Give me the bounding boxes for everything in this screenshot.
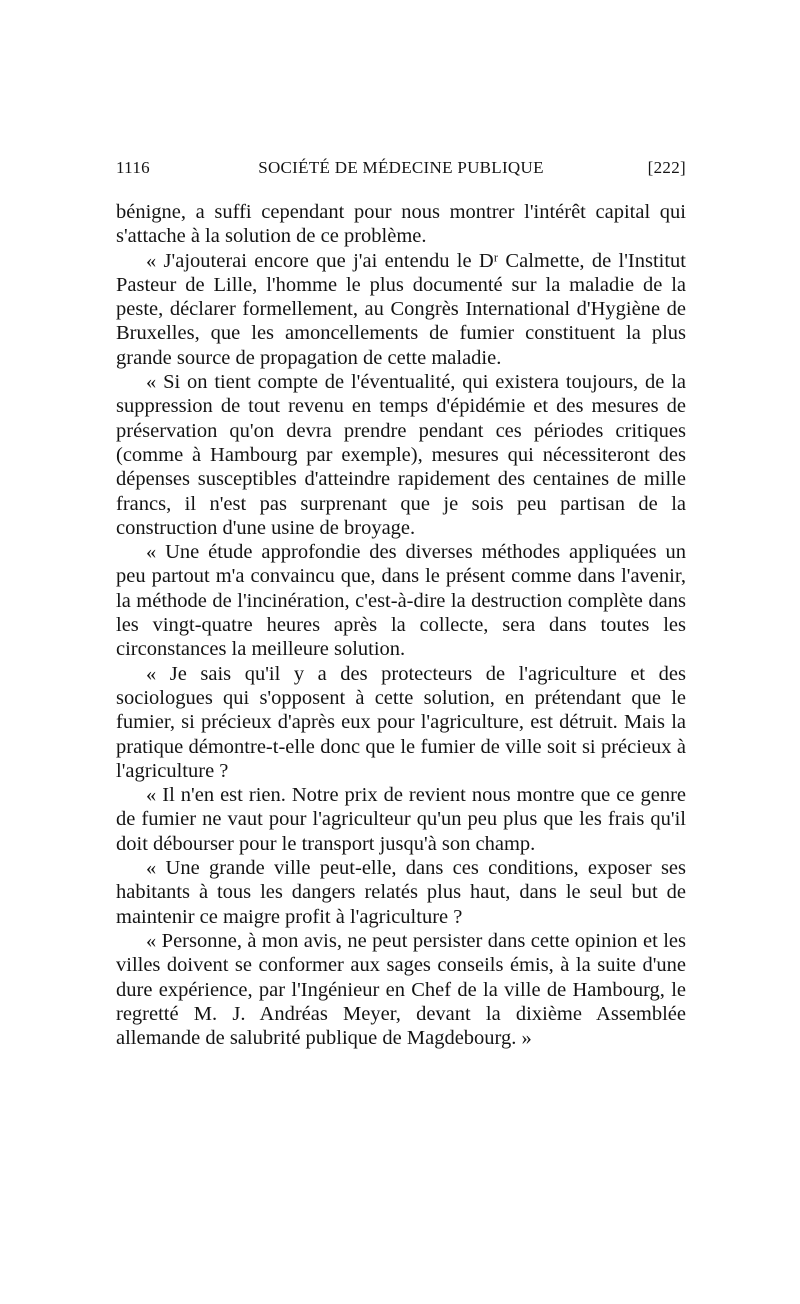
paragraph: « J'ajouterai encore que j'ai entendu le Dʳ Calmette, de l'Institut Pasteur de Lille, l'homme le plus documenté sur la maladie de la peste, déclarer formellement, au Congrès International d'Hygiène de Bruxelles, que les amoncellements de fumier constituent la plus grande source de propagation de cette maladie. [116, 249, 686, 369]
running-header [116, 158, 686, 186]
page-number: 1116 [116, 158, 150, 177]
paragraph: « Une étude approfondie des diverses méthodes appliquées un peu partout m'a convaincu que, dans le présent comme dans l'avenir, la méthode de l'incinération, c'est-à-dire la destruction complète dans les vingt-quatre heures après la collecte, sera dans toutes les circonstances la meilleure solution. [116, 541, 686, 661]
page-reference: [222] [647, 158, 686, 177]
running-title: SOCIÉTÉ DE MÉDECINE PUBLIQUE [258, 158, 544, 177]
paragraph: « Il n'en est rien. Notre prix de revient nous montre que ce genre de fumier ne vaut pour l'agriculteur qu'un peu plus que les frais qu'il doit débourser pour le transport jusqu'à son champ. [116, 784, 686, 855]
book-page [116, 158, 686, 1050]
paragraph-continuation: bénigne, a suffi cependant pour nous montrer l'intérêt capital qui s'attache à la solution de ce problème. [116, 201, 686, 248]
paragraph: « Une grande ville peut-elle, dans ces conditions, exposer ses habitants à tous les dangers relatés plus haut, dans le seul but de maintenir ce maigre profit à l'agriculture ? [116, 857, 686, 928]
body-text [116, 200, 686, 1050]
paragraph: « Personne, à mon avis, ne peut persister dans cette opinion et les villes doivent se conformer aux sages conseils émis, à la suite d'une dure expérience, par l'Ingénieur en Chef de la ville de Hambourg, le regretté M. J. Andréas Meyer, devant la dixième Assemblée allemande de salubrité publique de Magdebourg. » [116, 929, 686, 1050]
paragraph: « Si on tient compte de l'éventualité, qui existera toujours, de la suppression de tout revenu en temps d'épidémie et des mesures de préservation qu'on devra prendre pendant ces périodes critiques (comme à Hambourg par exemple), mesures qui nécessiteront des dépenses susceptibles d'atteindre rapidement des centaines de mille francs, il n'est pas surprenant que je sois peu partisan de la construction d'une usine de broyage. [116, 371, 686, 539]
paragraph: « Je sais qu'il y a des protecteurs de l'agriculture et des sociologues qui s'opposent à cette solution, en prétendant que le fumier, si précieux d'après eux pour l'agriculture, est détruit. Mais la pratique démontre-t-elle donc que le fumier de ville soit si précieux à l'agriculture ? [116, 662, 686, 782]
